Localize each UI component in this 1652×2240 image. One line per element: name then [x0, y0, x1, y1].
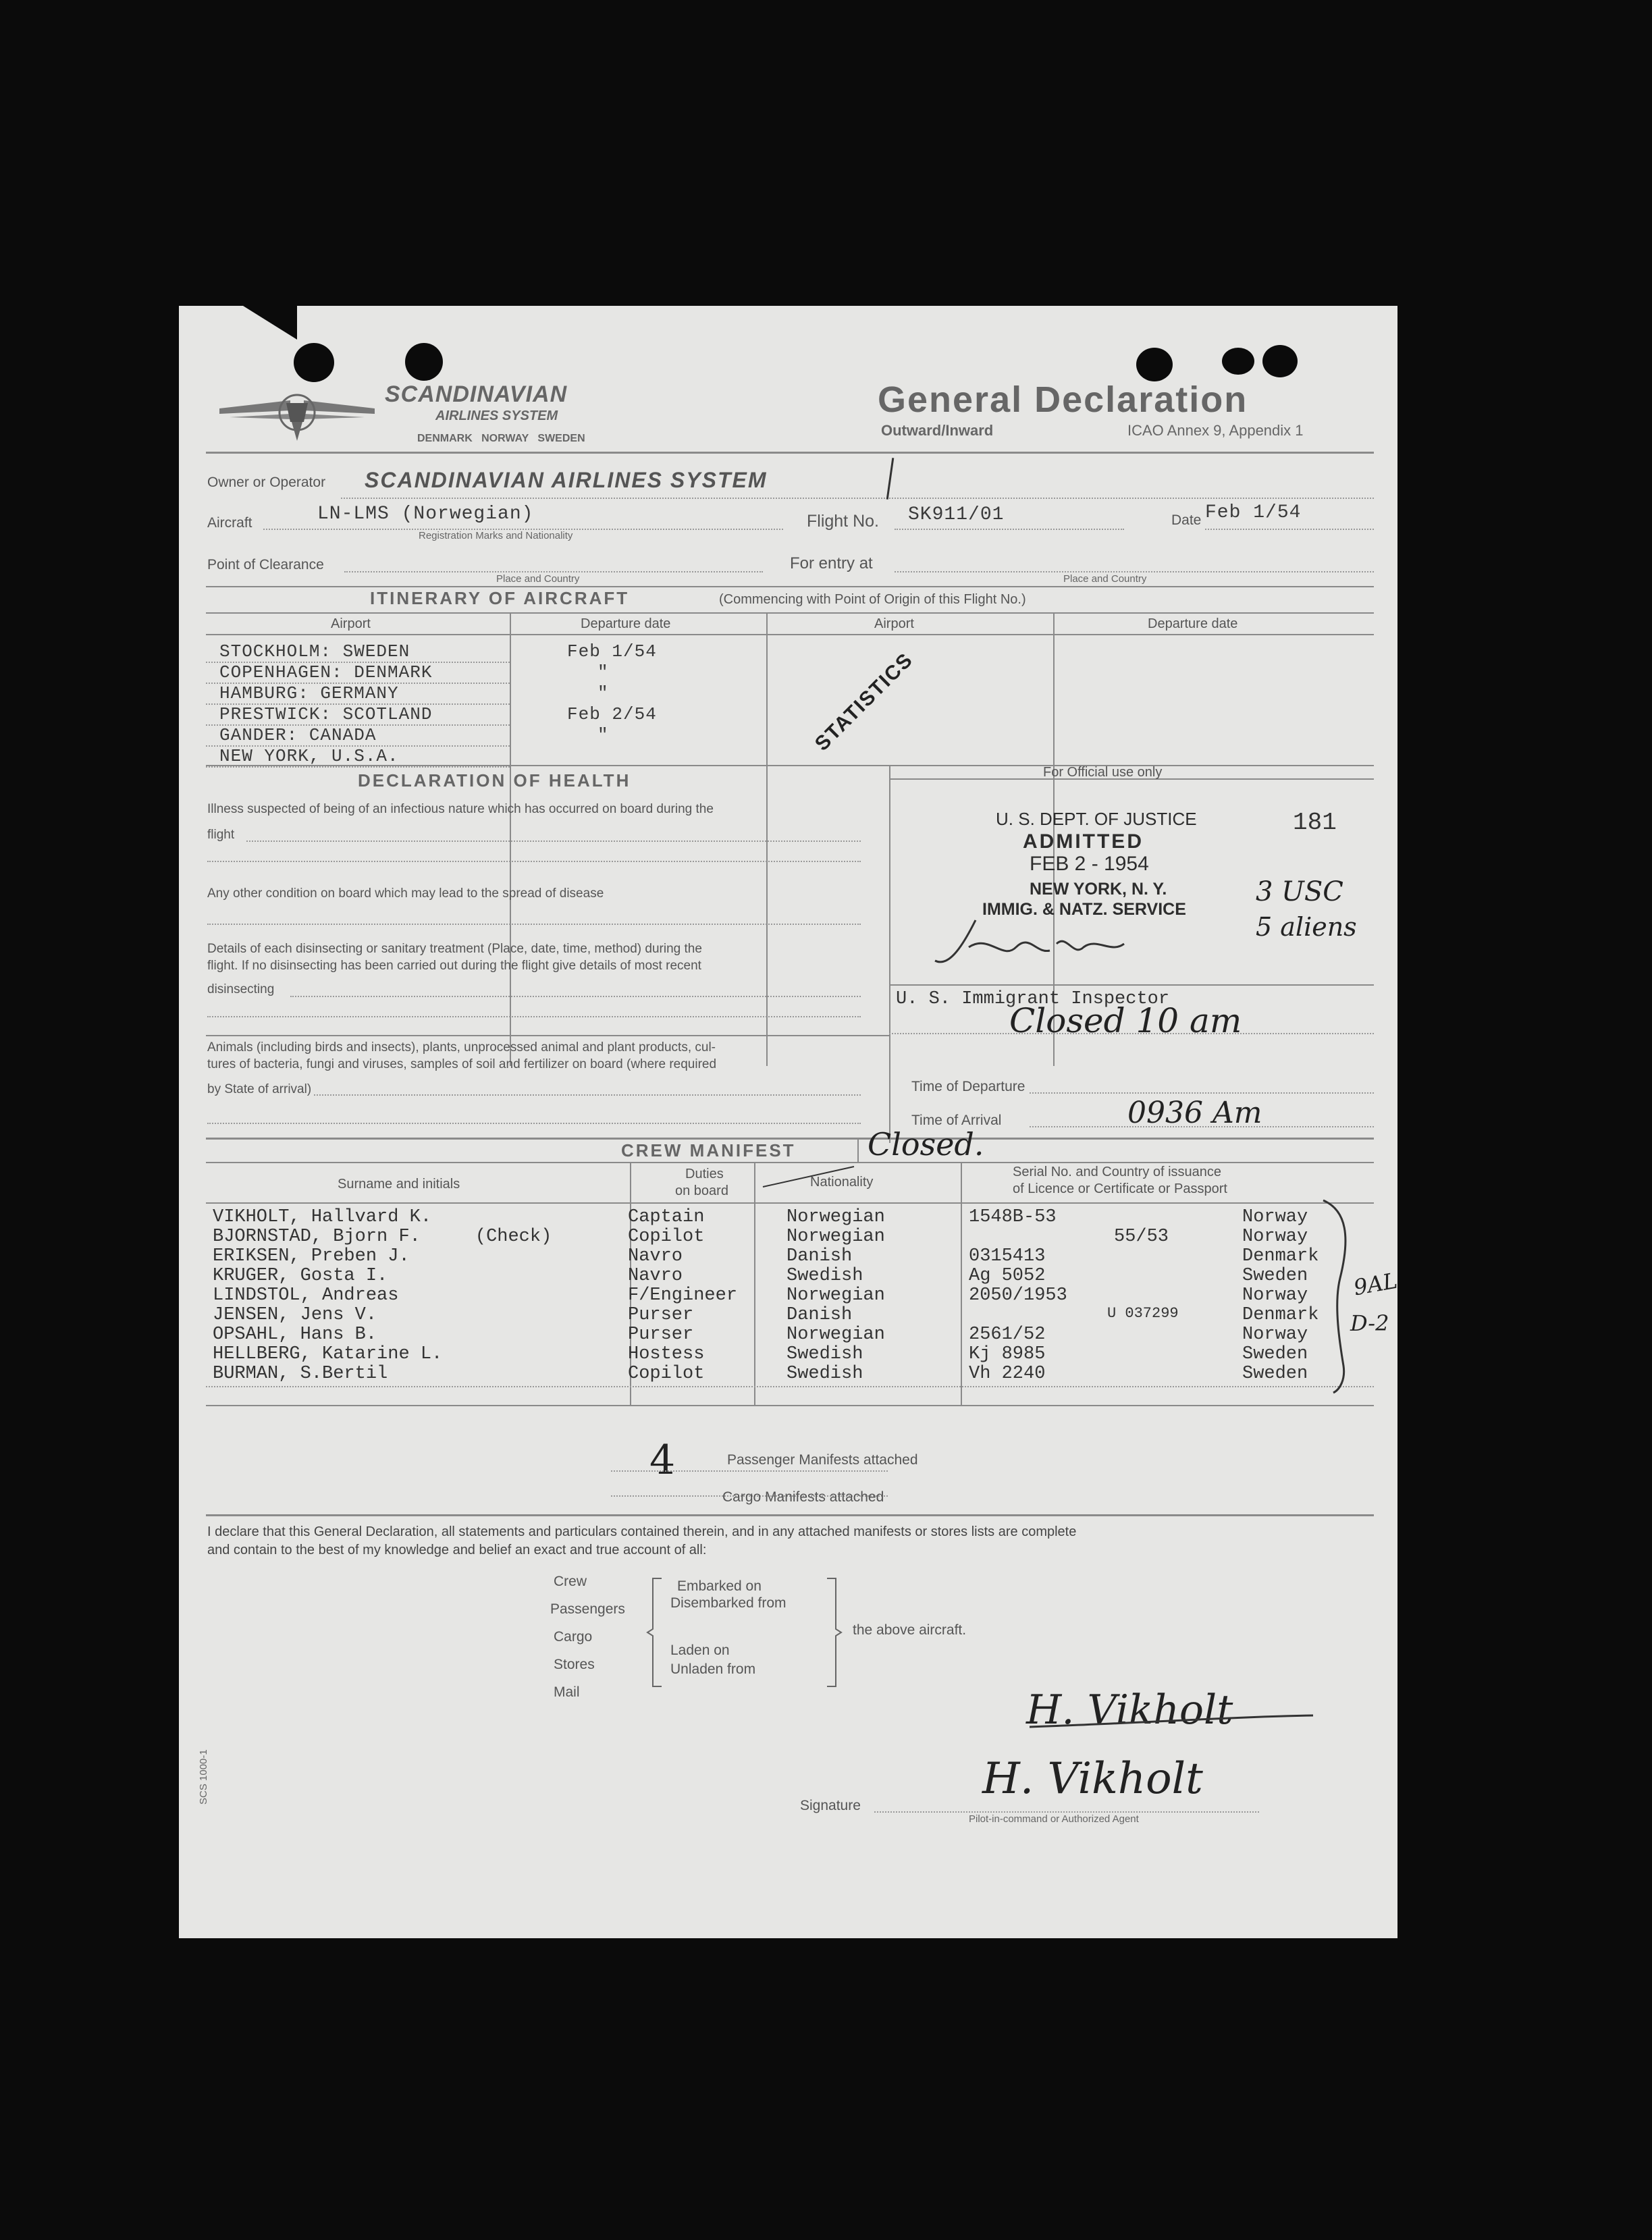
form-number: SCS 1000-1 — [198, 1749, 209, 1805]
itinerary-airport: GANDER: CANADA — [219, 725, 377, 745]
crew-duty: F/Engineer — [628, 1285, 738, 1306]
col-departure: Departure date — [581, 616, 671, 631]
punch-hole — [294, 343, 334, 382]
crew-serial: 2050/1953 — [969, 1285, 1067, 1306]
icao-annex: ICAO Annex 9, Appendix 1 — [1127, 422, 1304, 439]
col-serial-2: of Licence or Certificate or Passport — [1013, 1181, 1227, 1196]
crew-name: BJORNSTAD, Bjorn F. (Check) — [213, 1227, 552, 1247]
crew-duty: Purser — [628, 1305, 694, 1325]
crew-heading-box — [857, 1139, 859, 1162]
crew-name: HELLBERG, Katarine L. — [213, 1344, 443, 1364]
crew-name: LINDSTOL, Andreas — [213, 1285, 399, 1306]
passenger-count: 4 — [649, 1437, 676, 1484]
crew-duty: Hostess — [628, 1344, 705, 1364]
place-country-caption2: Place and Country — [1063, 573, 1147, 585]
col-departure2: Departure date — [1148, 616, 1238, 631]
declaration-item: Passengers — [550, 1601, 625, 1617]
logo-sub: AIRLINES SYSTEM — [435, 408, 558, 423]
itinerary-airport: HAMBURG: GERMANY — [219, 683, 399, 703]
crew-serial: 55/53 — [1114, 1227, 1169, 1247]
inspector-signature-icon — [922, 907, 1192, 981]
crew-duty: Captain — [628, 1207, 705, 1227]
crew-nationality: Swedish — [787, 1266, 863, 1286]
punch-hole — [1222, 348, 1254, 375]
unladen-label: Unladen from — [670, 1661, 756, 1677]
punch-hole — [1136, 348, 1173, 381]
crew-name: KRUGER, Gosta I. — [213, 1266, 388, 1286]
itinerary-departure-date: Feb 1/54 — [567, 641, 657, 662]
punch-hole — [1262, 345, 1298, 377]
col-nationality: Nationality — [810, 1175, 874, 1190]
declaration-text2: and contain to the best of my knowledge and belief an exact and true account of all: — [207, 1543, 707, 1557]
bracket-icon — [1320, 1197, 1360, 1399]
entry-label: For entry at — [790, 554, 873, 572]
crew-nationality: Danish — [787, 1246, 853, 1266]
itinerary-airport: STOCKHOLM: SWEDEN — [219, 641, 410, 662]
right-brace-icon — [824, 1575, 844, 1690]
embarked-label: Embarked on — [677, 1578, 762, 1594]
crew-serial: 0315413 — [969, 1246, 1046, 1266]
declaration-item: Stores — [554, 1657, 595, 1672]
pen-stroke-icon — [760, 1163, 861, 1190]
col-duties-2: on board — [675, 1183, 728, 1198]
itinerary-airport: NEW YORK, U.S.A. — [219, 746, 399, 766]
official-number: 181 — [1293, 809, 1337, 836]
crew-country: Norway — [1242, 1207, 1308, 1227]
crew-duty: Copilot — [628, 1364, 705, 1384]
logo-name: SCANDINAVIAN — [385, 381, 568, 407]
owner-label: Owner or Operator — [207, 475, 326, 490]
official-note-aliens: 5 aliens — [1256, 912, 1357, 942]
clearance-label: Point of Clearance — [207, 557, 324, 572]
statistics-stamp: STATISTICS — [810, 648, 917, 755]
health-q1b: flight — [207, 828, 235, 842]
date-label: Date — [1171, 512, 1202, 528]
itinerary-note: (Commencing with Point of Origin of this Flight No.) — [719, 592, 1026, 607]
logo-countries: DENMARK NORWAY SWEDEN — [417, 433, 585, 444]
crew-nationality: Swedish — [787, 1344, 863, 1364]
torn-corner — [243, 306, 297, 340]
crew-nationality: Danish — [787, 1305, 853, 1325]
form-page — [179, 306, 1400, 1938]
crew-side-note2: D-2 — [1350, 1310, 1389, 1336]
flight-label: Flight No. — [807, 512, 879, 531]
owner-pen-mark — [886, 458, 895, 500]
crew-serial: Vh 2240 — [969, 1364, 1046, 1384]
health-q4c: by State of arrival) — [207, 1082, 312, 1096]
health-q4b: tures of bacteria, fungi and viruses, samples of soil and fertilizer on board (where required — [207, 1057, 717, 1071]
declaration-item: Cargo — [554, 1629, 593, 1645]
crew-heading: CREW MANIFEST — [621, 1140, 796, 1161]
itinerary-departure-date: Feb 2/54 — [567, 704, 657, 724]
official-note-usc: 3 USC — [1256, 876, 1343, 907]
crew-nationality: Norwegian — [787, 1285, 885, 1306]
crew-name: VIKHOLT, Hallvard K. — [213, 1207, 432, 1227]
health-q4a: Animals (including birds and insects), plants, unprocessed animal and plant products, cul- — [207, 1040, 716, 1055]
flight-value: SK911/01 — [908, 504, 1005, 525]
crew-country: Norway — [1242, 1325, 1308, 1345]
arrival-label: Time of Arrival — [911, 1113, 1002, 1128]
crew-closed-note: Closed. — [868, 1126, 984, 1163]
declaration-item: Mail — [554, 1684, 580, 1700]
crew-nationality: Norwegian — [787, 1207, 885, 1227]
col-serial-1: Serial No. and Country of issuance — [1013, 1165, 1222, 1179]
signature-underline-icon — [996, 1697, 1320, 1737]
closed-time: Closed 10 am — [1009, 1001, 1242, 1040]
crew-country: Norway — [1242, 1285, 1308, 1306]
laden-label: Laden on — [670, 1643, 730, 1658]
col-airport2: Airport — [874, 616, 914, 631]
itinerary-heading: ITINERARY OF AIRCRAFT — [370, 588, 630, 608]
col-airport: Airport — [331, 616, 371, 631]
arrival-value: 0936 Am — [1127, 1096, 1262, 1130]
crew-country: Denmark — [1242, 1246, 1319, 1266]
form-subtitle: Outward/Inward — [881, 422, 994, 439]
itinerary-departure-date: " — [597, 725, 609, 745]
wings-emblem-icon — [216, 380, 378, 448]
itinerary-row-rule — [206, 766, 510, 768]
aircraft-label: Aircraft — [207, 515, 252, 531]
crew-country: Sweden — [1242, 1266, 1308, 1286]
declaration-item: Crew — [554, 1574, 587, 1589]
form-title: General Declaration — [878, 379, 1248, 420]
crew-name: OPSAHL, Hans B. — [213, 1325, 377, 1345]
date-value: Feb 1/54 — [1205, 502, 1302, 523]
crew-name: JENSEN, Jens V. — [213, 1305, 377, 1325]
place-country-caption: Place and Country — [496, 573, 580, 585]
aircraft-value: LN-LMS (Norwegian) — [317, 504, 534, 525]
itinerary-airport: PRESTWICK: SCOTLAND — [219, 704, 433, 724]
crew-side-note1: 9AL — [1352, 1267, 1400, 1301]
passenger-manifest-label: Passenger Manifests attached — [727, 1452, 918, 1468]
owner-value: SCANDINAVIAN AIRLINES SYSTEM — [365, 468, 768, 492]
crew-serial: U 037299 — [1107, 1305, 1179, 1322]
stamp-dept: U. S. DEPT. OF JUSTICE — [996, 809, 1197, 829]
registration-caption: Registration Marks and Nationality — [419, 530, 573, 541]
declaration-text1: I declare that this General Declaration, all statements and particulars contained therein, and in any attached manifests or stores lists are complete — [207, 1524, 1077, 1539]
crew-nationality: Swedish — [787, 1364, 863, 1384]
crew-country: Denmark — [1242, 1305, 1319, 1325]
health-q3b: flight. If no disinsecting has been carried out during the flight give details of most recent — [207, 959, 701, 973]
captain-signature-1: H. Vikholt — [1026, 1686, 1233, 1734]
crew-serial: Kj 8985 — [969, 1344, 1046, 1364]
health-q3c: disinsecting — [207, 982, 275, 996]
inspector-label: U. S. Immigrant Inspector — [896, 989, 1170, 1009]
departure-label: Time of Departure — [911, 1079, 1025, 1094]
captain-signature-2: H. Vikholt — [982, 1754, 1203, 1804]
signature-caption: Pilot-in-command or Authorized Agent — [969, 1813, 1139, 1825]
sas-logo — [216, 380, 608, 454]
health-q3a: Details of each disinsecting or sanitary treatment (Place, date, time, method) during the — [207, 942, 702, 956]
crew-serial: Ag 5052 — [969, 1266, 1046, 1286]
crew-duty: Copilot — [628, 1227, 705, 1247]
itinerary-departure-date: " — [597, 662, 609, 683]
crew-name: BURMAN, S.Bertil — [213, 1364, 388, 1384]
stamp-service: IMMIG. & NATZ. SERVICE — [982, 900, 1186, 919]
crew-duty: Purser — [628, 1325, 694, 1345]
health-q1a: Illness suspected of being of an infectious nature which has occurred on board during the — [207, 802, 714, 816]
col-name: Surname and initials — [338, 1177, 460, 1192]
crew-country: Sweden — [1242, 1344, 1308, 1364]
left-brace-icon — [645, 1575, 665, 1690]
punch-hole — [405, 343, 443, 381]
signature-label: Signature — [800, 1798, 861, 1813]
health-heading: DECLARATION OF HEALTH — [358, 770, 631, 791]
crew-country: Norway — [1242, 1227, 1308, 1247]
stamp-city: NEW YORK, N. Y. — [1030, 880, 1167, 899]
crew-name: ERIKSEN, Preben J. — [213, 1246, 410, 1266]
stamp-date: FEB 2 - 1954 — [1030, 853, 1149, 875]
crew-nationality: Norwegian — [787, 1227, 885, 1247]
above-aircraft: the above aircraft. — [853, 1622, 967, 1638]
crew-duty: Navro — [628, 1266, 683, 1286]
disembarked-label: Disembarked from — [670, 1595, 787, 1611]
stamp-admitted: ADMITTED — [1023, 830, 1144, 853]
official-heading: For Official use only — [1043, 765, 1163, 780]
itinerary-airport: COPENHAGEN: DENMARK — [219, 662, 433, 683]
crew-serial: 2561/52 — [969, 1325, 1046, 1345]
itinerary-departure-date: " — [597, 683, 609, 703]
crew-serial: 1548B-53 — [969, 1207, 1057, 1227]
health-q2: Any other condition on board which may lead to the spread of disease — [207, 886, 604, 901]
crew-nationality: Norwegian — [787, 1325, 885, 1345]
crew-duty: Navro — [628, 1246, 683, 1266]
cargo-manifest-label: Cargo Manifests attached — [722, 1489, 884, 1505]
col-duties-1: Duties — [685, 1167, 724, 1181]
crew-country: Sweden — [1242, 1364, 1308, 1384]
